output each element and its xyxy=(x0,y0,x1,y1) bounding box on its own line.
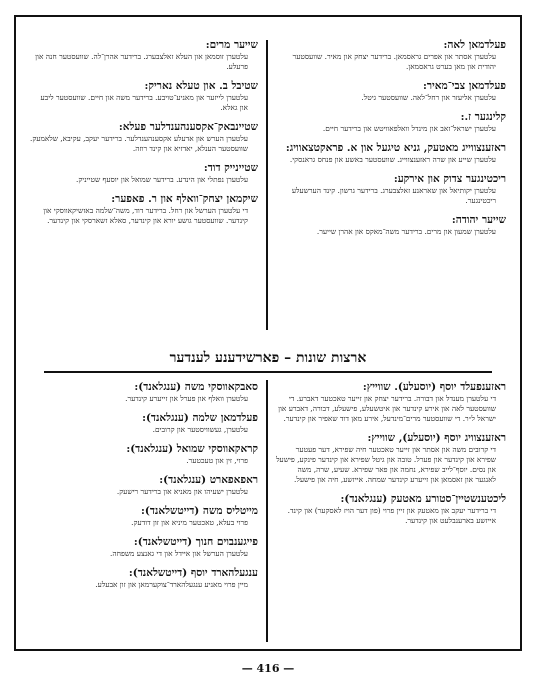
entry: סאבקאווסקי משה (ענגלאנד): עלטערן וואלף און פערל און זייערע קינדער. xyxy=(125,381,258,403)
section-title: ארצות שונות – פארשידענע לענדער xyxy=(169,350,367,366)
entry: קראקאווסקי שמואל (ענגלאנד): פרוי, זין און טעכטער. xyxy=(126,443,258,465)
entry: פעלדמאן שלמה (ענגלאנד): עלטערן, געשוויסטער און קרובים. xyxy=(142,412,258,434)
bottom-right-column xyxy=(276,380,506,533)
section-rule xyxy=(44,371,492,373)
entry: ראזענפעלד יוסף (יוסעלע). שווייץ: די עלטערן מענדל און דבורה. ברידער יצחק און זייער טאכטער דאברע. די שוועסטער לאה און אירע קינדער און איטשעלע, פישעלע, דבורה, דאברע און ישראל ל״ר. די שוועסטער מרים־מינדעל, אירע מאן דוד שאפיר און קינדער. xyxy=(278,381,506,423)
entry: שייער יהודה: עלטערן שמעון און מרים. ברידער משה־מאקס און אהרן שייער. xyxy=(316,214,506,236)
entry: שיקמאן יצחק־וואלף און ר. פאפער: די עלטערן הערשל און רחל. ברידער דוד, משה־שלמה באזשיקאווסקי און קינדער. שוועסטער גושע יורא און קינדער, סאלא זשארסקי און קינדער. xyxy=(43,193,258,225)
entry: ראזענצוויג יוסף (יוסעלע), שווייץ: די קרובים משה און אסתר און זייער טאכטער חיה שפירא, דער פעטער שפירא און קינדער און פערל. טובה און גיטל שפירא און קינדער פינקע, פישעל און נסים. יוסף־לייב שפירא, נחמה און פאר שפירא. שעיע, שרה, משה לאנגער און זאסמאן און זייערע קינדער שמחה. אייזשע, חיה און פישעל. xyxy=(276,432,506,484)
entry: ענגעלהארד יוסף (דייטשלאנד): מיין פרוי מאניע ענגעלהארד־צוקערמאן און זון אבעלע. xyxy=(95,567,258,589)
entry: שטיינייק דוד: עלטערן נפתלי און הינדע. ברידער שמואל און יוסעף שטייניק. xyxy=(75,162,258,184)
top-left-column xyxy=(30,38,258,233)
column-divider-bottom xyxy=(266,380,268,642)
entry: קלינגער ז.: עלטערן ישראל־זאב און מינדל וואלפאוויטש און ברידער חיים. xyxy=(322,111,506,133)
entry: פעלדמאן לאה: עלטערן אסתר און אפרים גראסמאן. ברידער יצחק און מאיר. שוועסטער יהודית און מאן בערט גראסמאן. xyxy=(292,39,506,71)
column-divider-top xyxy=(266,40,268,330)
entry: מייטליס משה (דייטשלאנד): פרוי בעלא, טאכטער מיניא און זון דודעק. xyxy=(131,505,258,527)
entry: שייער מרים: עלטערן זוסמאן און העלא זאלצבערג. ברידער אהרן־לה. שוועסטער חנה און פרעלע. xyxy=(35,39,258,71)
entry: שטיבל ב. און טעלא נאריק: עלטערן לייזער און מאניע־טויבע. ברידער משה און חיים. שוועסטער ליבע און גאלא. xyxy=(40,80,258,112)
page-number: — 416 — xyxy=(241,662,295,675)
bottom-left-column xyxy=(30,380,258,597)
top-right-column xyxy=(276,38,506,244)
entry: ראזענצווייג מאטעק, גניא טיגעל און א. פראקטצאוויג: עלטערן שייע און שרה ראזענצווייג. שוועסטער באשע און פנחס גראנסקי. xyxy=(285,142,506,164)
entry: פעלדמאן צבי־מאיר: עלטערן אליעזר און רחל־לאה. שוועסטער גיטל. xyxy=(361,80,506,102)
entry: ראפאפארט (ענגלאנד): עלטערן ישעיהו און מאניא און ברידער רישעק. xyxy=(116,474,258,496)
entry: ליכטענשטיין־סטורע מאטעק (ענגלאנד): די ברידער יעקב און מאטעק און זיין פרוי (פון דער הויז לאסקער) און קינד. אייזשע בארענבלעט און קינדער. xyxy=(287,493,506,525)
entry: ריכטינגער צדוק און אירקע: עלטערן יקותיאל און שאראנע זאלצבערג. ברידער גרשון. קינד הערשעלע ריכטינגער. xyxy=(291,173,506,205)
entry: פייגענבוים חנוך (דייטשלאנד): עלטערן הערשל און איידל און די גאנצע משפחה. xyxy=(109,536,258,558)
entry: שטיינבאק־אקסענהענדלער פעלא: עלטערן הערש און אדעלע אקסענהענדלער. ברידער יעקב, עקיבא, שלאמעק. שוועסטער הענלא, יאדזיא און קינד רוזה. xyxy=(29,121,258,153)
